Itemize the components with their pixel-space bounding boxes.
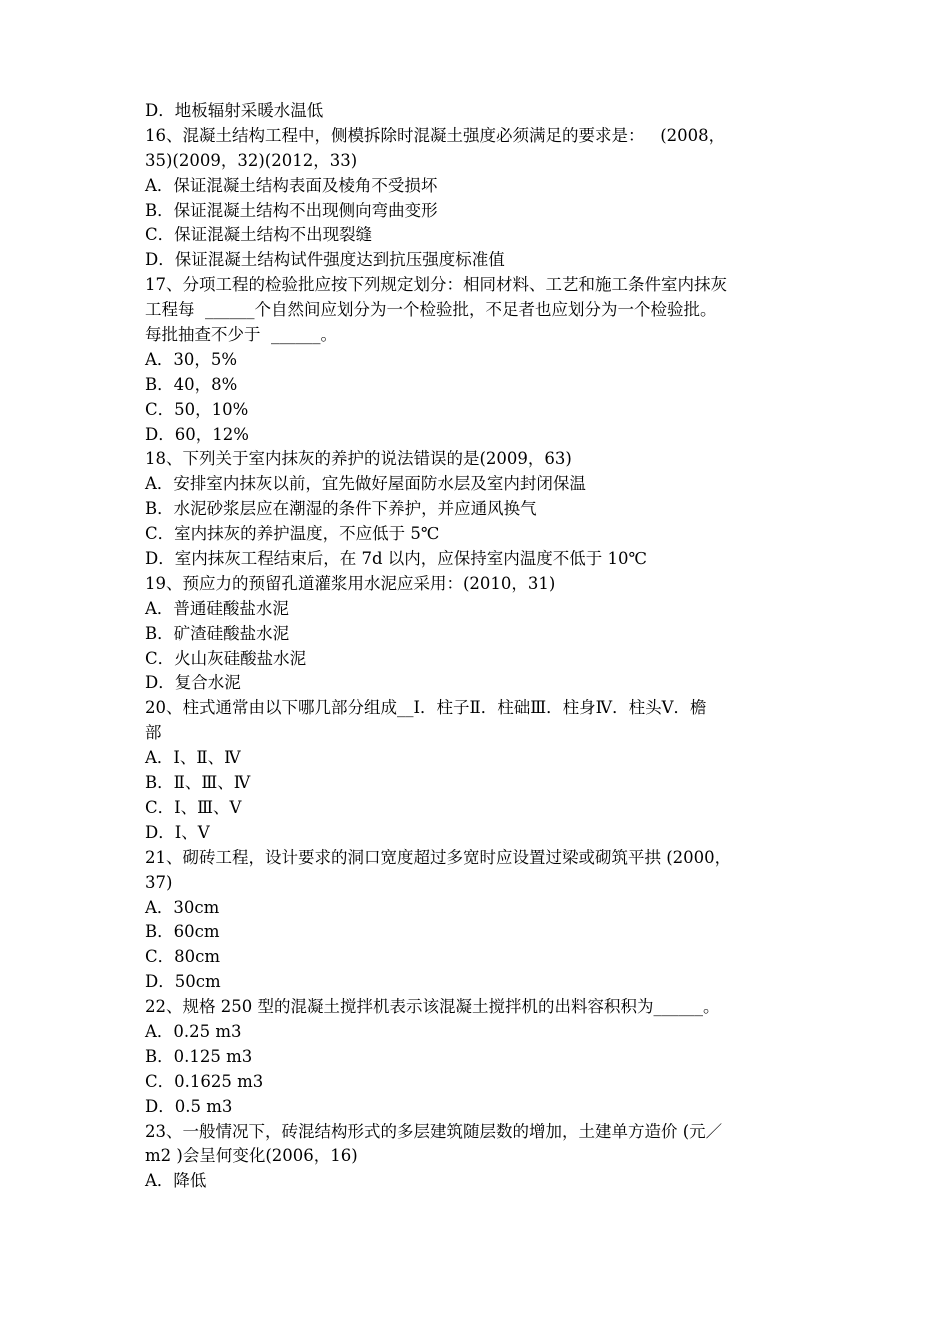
text-line: B．0.125 m3 [145,1046,253,1066]
text-line: 20、柱式通常由以下哪几部分组成__Ⅰ．柱子Ⅱ．柱础Ⅲ．柱身Ⅳ．柱头Ⅴ．檐 [145,698,707,718]
text-line: 19、预应力的预留孔道灌浆用水泥应采用：(2010，31) [145,573,556,593]
text-line: C．0.1625 m3 [145,1071,264,1091]
text-line: D．50cm [145,972,221,992]
text-line: A．30，5% [145,349,238,369]
text-line: B．保证混凝土结构不出现侧向弯曲变形 [145,200,438,220]
text-line: 37) [145,872,173,892]
text-line: 23、一般情况下，砖混结构形式的多层建筑随层数的增加，土建单方造价 (元／ [145,1121,723,1141]
text-line: D．Ⅰ、Ⅴ [145,822,210,842]
text-line: m2 )会呈何变化(2006，16) [145,1146,358,1166]
text-line: D．0.5 m3 [145,1096,233,1116]
text-line: D．60，12% [145,424,249,444]
text-line: 22、规格 250 型的混凝土搅拌机表示该混凝土搅拌机的出料容积积为______。 [145,997,720,1017]
text-line: 18、下列关于室内抹灰的养护的说法错误的是(2009，63) [145,449,572,469]
text-line: 21、砌砖工程，设计要求的洞口宽度超过多宽时应设置过梁或砌筑平拱 (2000， [145,847,732,867]
text-line: 每批抽查不少于 ______。 [145,325,337,345]
text-line: C．50，10% [145,399,249,419]
text-line: A．30cm [145,897,220,917]
text-line: B．60cm [145,922,220,942]
text-line: A．普通硅酸盐水泥 [145,598,289,618]
text-line: A．0.25 m3 [145,1021,242,1041]
text-line: A．保证混凝土结构表面及棱角不受损坏 [145,175,438,195]
text-line: B．矿渣硅酸盐水泥 [145,623,290,643]
text-line: C．保证混凝土结构不出现裂缝 [145,225,373,245]
text-line: A．Ⅰ、Ⅱ、Ⅳ [145,748,241,768]
text-line: 部 [145,723,162,743]
text-line: 17、分项工程的检验批应按下列规定划分：相同材料、工艺和施工条件室内抹灰 [145,275,727,295]
text-line: B．Ⅱ、Ⅲ、Ⅳ [145,773,251,793]
text-line: 16、混凝土结构工程中，侧模拆除时混凝土强度必须满足的要求是： (2008， [145,125,726,145]
text-line: B．40，8% [145,374,238,394]
text-line: D．室内抹灰工程结束后，在 7d 以内，应保持室内温度不低于 10℃ [145,549,647,569]
text-line: 工程每 ______个自然间应划分为一个检验批，不足者也应划分为一个检验批。 [145,300,717,320]
document-body [145,99,817,1194]
text-line: A．降低 [145,1171,207,1191]
text-line: C．Ⅰ、Ⅲ、Ⅴ [145,797,242,817]
text-line: 35)(2009，32)(2012，33) [145,150,358,170]
text-line: C．80cm [145,947,221,967]
text-line: C．火山灰硅酸盐水泥 [145,648,307,668]
text-line: A．安排室内抹灰以前，宜先做好屋面防水层及室内封闭保温 [145,474,586,494]
text-line: D．复合水泥 [145,673,241,693]
text-line: B．水泥砂浆层应在潮湿的条件下养护，并应通风换气 [145,499,537,519]
text-line: C．室内抹灰的养护温度，不应低于 5℃ [145,524,440,544]
text-line: D．保证混凝土结构试件强度达到抗压强度标准值 [145,250,505,270]
text-line: D．地板辐射采暖水温低 [145,101,324,120]
